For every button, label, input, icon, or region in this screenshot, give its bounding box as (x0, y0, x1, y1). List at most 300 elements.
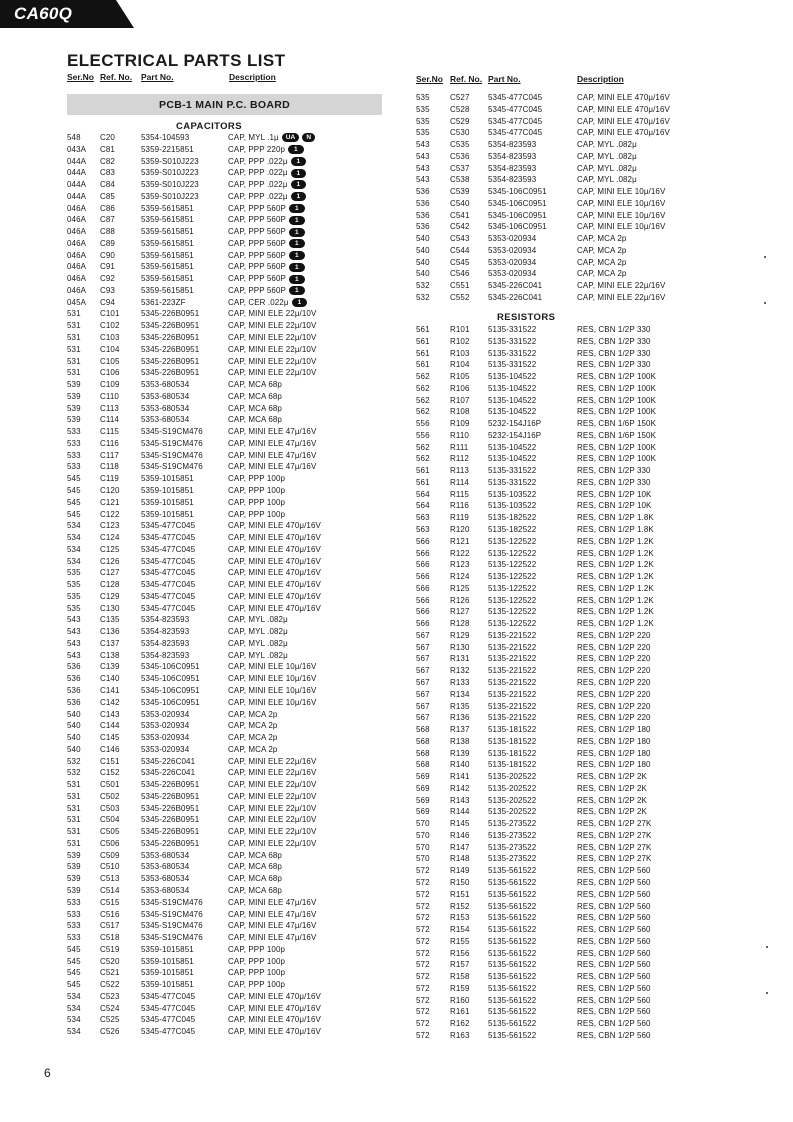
part-no-cell: 5345-106C0951 (488, 187, 547, 197)
ser-no-cell: 568 (416, 736, 430, 746)
ref-no-cell: R152 (450, 901, 470, 911)
ser-no-cell: 567 (416, 630, 430, 640)
description-cell: CAP, MINI ELE 47μ/16V (228, 933, 317, 943)
description-cell: CAP, MINI ELE 470μ/16V (228, 544, 321, 554)
ref-no-cell: C523 (100, 991, 120, 1001)
ref-no-cell: C525 (100, 1015, 120, 1025)
ref-no-cell: C140 (100, 674, 120, 684)
description-cell: RES, CBN 1/2P 560 (577, 960, 651, 970)
part-no-cell: 5345-226B0951 (141, 333, 200, 343)
part-no-cell: 5345-226C041 (488, 281, 543, 291)
part-no-cell: 5354-823593 (141, 627, 190, 637)
description-cell: RES, CBN 1/2P 10K (577, 501, 652, 511)
ref-no-cell: C146 (100, 744, 120, 754)
ser-no-cell: 534 (67, 1003, 81, 1013)
table-row (416, 583, 696, 595)
ref-no-cell: C544 (450, 245, 470, 255)
description-cell: RES, CBN 1/2P 1.8K (577, 513, 654, 523)
ser-no-cell: 532 (416, 281, 430, 291)
table-row (416, 689, 696, 701)
part-no-cell: 5345-106C0951 (141, 662, 200, 672)
part-no-cell: 5345-226C041 (141, 756, 196, 766)
part-no-cell: 5345-226B0951 (141, 344, 200, 354)
table-row (416, 233, 696, 245)
ref-no-cell: R106 (450, 383, 470, 393)
table-row (416, 865, 696, 877)
ref-no-cell: C513 (100, 874, 120, 884)
part-no-cell: 5345-226B0951 (141, 780, 200, 790)
table-row (67, 308, 387, 320)
table-row (416, 406, 696, 418)
description-cell: CAP, PPP 220p 1 (228, 144, 304, 156)
part-no-cell: 5345-106C0951 (141, 697, 200, 707)
description-cell: CAP, MINI ELE 10μ/16V (228, 685, 317, 695)
description-cell: CAP, MYL .082μ (228, 638, 288, 648)
ref-no-cell: C546 (450, 269, 470, 279)
part-no-cell: 5353-680534 (141, 874, 190, 884)
ser-no-cell: 556 (416, 430, 430, 440)
description-cell: CAP, MINI ELE 470μ/16V (228, 991, 321, 1001)
ser-no-cell: 535 (416, 116, 430, 126)
part-no-cell: 5354-823593 (488, 163, 537, 173)
part-no-cell: 5345-226B0951 (141, 356, 200, 366)
table-row (67, 426, 387, 438)
ser-no-cell: 540 (416, 257, 430, 267)
ser-no-cell: 572 (416, 877, 430, 887)
ser-no-cell: 563 (416, 513, 430, 523)
right-capacitor-list (416, 92, 696, 304)
ser-no-cell: 562 (416, 454, 430, 464)
table-row (67, 626, 387, 638)
ser-no-cell: 536 (416, 198, 430, 208)
ser-no-cell: 543 (416, 140, 430, 150)
description-cell: CAP, MCA 68p (228, 850, 282, 860)
table-row (416, 92, 696, 104)
ser-no-cell: 531 (67, 815, 81, 825)
description-cell: CAP, PPP .022μ 1 (228, 179, 306, 191)
ref-no-cell: C114 (100, 415, 119, 425)
description-cell: CAP, PPP 100p (228, 968, 286, 978)
description-cell: CAP, MINI ELE 22μ/10V (228, 321, 317, 331)
ref-no-cell: C515 (100, 897, 120, 907)
part-no-cell: 5135-104522 (488, 407, 537, 417)
table-row (67, 956, 387, 968)
ref-no-cell: C151 (100, 756, 120, 766)
ser-no-cell: 531 (67, 780, 81, 790)
part-no-cell: 5345-226B0951 (141, 791, 200, 801)
description-cell: RES, CBN 1/2P 560 (577, 889, 651, 899)
ser-no-cell: 046A (67, 215, 87, 225)
table-row (416, 571, 696, 583)
part-no-cell: 5361-223ZF (141, 297, 186, 307)
ser-no-cell: 568 (416, 760, 430, 770)
market-badge: 1 (291, 180, 307, 189)
part-no-cell: 5135-181522 (488, 725, 537, 735)
ref-no-cell: R141 (450, 772, 470, 782)
ref-no-cell: R130 (450, 642, 470, 652)
table-row (67, 1014, 387, 1026)
ser-no-cell: 534 (67, 1027, 81, 1037)
ref-no-cell: R124 (450, 572, 470, 582)
table-row (67, 273, 387, 285)
table-row (416, 418, 696, 430)
ser-no-cell: 570 (416, 830, 430, 840)
ref-no-cell: R160 (450, 995, 470, 1005)
table-row (67, 826, 387, 838)
table-row (416, 336, 696, 348)
ref-no-cell: C142 (100, 697, 120, 707)
table-row (67, 803, 387, 815)
part-no-cell: 5135-122522 (488, 548, 537, 558)
table-row (67, 638, 387, 650)
table-row (416, 889, 696, 901)
description-cell: RES, CBN 1/2P 27K (577, 854, 652, 864)
ref-no-cell: C502 (100, 791, 120, 801)
part-no-cell: 5345-S19CM476 (141, 921, 203, 931)
ser-no-cell: 570 (416, 854, 430, 864)
market-badge: 1 (289, 239, 305, 248)
part-no-cell: 5359-5615851 (141, 262, 194, 272)
ref-no-cell: R128 (450, 619, 470, 629)
ref-no-cell: C542 (450, 222, 470, 232)
description-cell: CAP, PPP 100p (228, 509, 286, 519)
table-row (416, 759, 696, 771)
ref-no-cell: C504 (100, 815, 120, 825)
description-cell: CAP, MINI ELE 10μ/16V (228, 697, 317, 707)
table-row (67, 203, 387, 215)
description-cell: RES, CBN 1/2P 100K (577, 454, 657, 464)
ref-no-cell: R126 (450, 595, 470, 605)
ser-no-cell: 533 (67, 427, 81, 437)
part-no-cell: 5135-561522 (488, 866, 537, 876)
ser-no-cell: 572 (416, 889, 430, 899)
header-part-no-left: Part No. (141, 72, 174, 82)
ref-no-cell: R109 (450, 419, 470, 429)
table-row (416, 853, 696, 865)
part-no-cell: 5345-226B0951 (141, 827, 200, 837)
ref-no-cell: R119 (450, 513, 469, 523)
table-row (67, 838, 387, 850)
ser-no-cell: 539 (67, 874, 81, 884)
part-no-cell: 5359-1015851 (141, 980, 194, 990)
ref-no-cell: C115 (100, 427, 119, 437)
ref-no-cell: R162 (450, 1019, 470, 1029)
description-cell: CAP, MINI ELE 22μ/10V (228, 356, 317, 366)
ser-no-cell: 535 (416, 104, 430, 114)
description-cell: RES, CBN 1/2P 560 (577, 877, 651, 887)
description-cell: CAP, PPP 560P 1 (228, 214, 305, 226)
ref-no-cell: R158 (450, 972, 470, 982)
ref-no-cell: C120 (100, 485, 120, 495)
ref-no-cell: R105 (450, 372, 470, 382)
ref-no-cell: C521 (100, 968, 120, 978)
description-cell: RES, CBN 1/2P 1.2K (577, 583, 654, 593)
header-description-left: Description (229, 72, 276, 82)
part-no-cell: 5135-104522 (488, 395, 537, 405)
ref-no-cell: R151 (450, 889, 470, 899)
ser-no-cell: 533 (67, 897, 81, 907)
part-no-cell: 5354-823593 (488, 175, 537, 185)
table-row (67, 1003, 387, 1015)
ref-no-cell: C128 (100, 580, 120, 590)
ref-no-cell: C509 (100, 850, 120, 860)
table-row (416, 280, 696, 292)
table-row (416, 924, 696, 936)
ref-no-cell: R159 (450, 983, 470, 993)
ref-no-cell: R129 (450, 630, 470, 640)
ser-no-cell: 564 (416, 501, 430, 511)
description-cell: CAP, MINI ELE 22μ/10V (228, 827, 317, 837)
part-no-cell: 5135-561522 (488, 960, 537, 970)
part-no-cell: 5345-106C0951 (488, 210, 547, 220)
table-row (416, 292, 696, 304)
ser-no-cell: 572 (416, 1007, 430, 1017)
part-no-cell: 5345-226C041 (488, 293, 543, 303)
table-row (416, 186, 696, 198)
ref-no-cell: R113 (450, 466, 469, 476)
left-parts-list (67, 132, 387, 1038)
table-row (67, 332, 387, 344)
ser-no-cell: 531 (67, 368, 81, 378)
description-cell: RES, CBN 1/2P 560 (577, 948, 651, 958)
table-row (67, 379, 387, 391)
table-row (416, 430, 696, 442)
market-badge: 1 (289, 263, 305, 272)
description-cell: CAP, MINI ELE 47μ/16V (228, 897, 317, 907)
part-no-cell: 5353-680534 (141, 862, 190, 872)
ser-no-cell: 570 (416, 819, 430, 829)
part-no-cell: 5345-477C045 (141, 591, 196, 601)
part-no-cell: 5135-221522 (488, 630, 537, 640)
description-cell: CAP, MINI ELE 47μ/16V (228, 921, 317, 931)
ser-no-cell: 545 (67, 509, 81, 519)
part-no-cell: 5135-122522 (488, 560, 537, 570)
market-badge: 1 (289, 204, 305, 213)
table-row (416, 221, 696, 233)
part-no-cell: 5359-1015851 (141, 968, 194, 978)
ref-no-cell: R147 (450, 842, 470, 852)
part-no-cell: 5135-181522 (488, 736, 537, 746)
scan-speck (766, 946, 768, 948)
description-cell: RES, CBN 1/2P 330 (577, 466, 651, 476)
ref-no-cell: R131 (450, 654, 470, 664)
description-cell: CAP, PPP 560P 1 (228, 261, 305, 273)
table-row (416, 606, 696, 618)
description-cell: CAP, MINI ELE 22μ/10V (228, 368, 317, 378)
description-cell: CAP, MINI ELE 470μ/16V (228, 1027, 321, 1037)
part-no-cell: 5345-S19CM476 (141, 450, 203, 460)
part-no-cell: 5359-1015851 (141, 944, 194, 954)
header-ref-no-left: Ref. No. (100, 72, 133, 82)
ref-no-cell: C139 (100, 662, 120, 672)
description-cell: CAP, MINI ELE 22μ/10V (228, 791, 317, 801)
table-row (416, 500, 696, 512)
part-no-cell: 5353-020934 (141, 744, 190, 754)
ser-no-cell: 543 (416, 175, 430, 185)
part-no-cell: 5135-122522 (488, 572, 537, 582)
ser-no-cell: 562 (416, 372, 430, 382)
description-cell: CAP, MINI ELE 22μ/10V (228, 344, 317, 354)
ref-no-cell: C538 (450, 175, 470, 185)
ser-no-cell: 561 (416, 348, 430, 358)
ref-no-cell: C517 (100, 921, 120, 931)
description-cell: CAP, MYL .1μ UA N (228, 132, 315, 144)
ref-no-cell: C528 (450, 104, 470, 114)
description-cell: CAP, MINI ELE 22μ/10V (228, 780, 317, 790)
description-cell: CAP, MINI ELE 10μ/16V (577, 222, 666, 232)
part-no-cell: 5353-680534 (141, 391, 190, 401)
description-cell: CAP, MINI ELE 47μ/16V (228, 427, 317, 437)
part-no-cell: 5345-477C045 (141, 1003, 196, 1013)
part-no-cell: 5359-1015851 (141, 485, 194, 495)
description-cell: RES, CBN 1/2P 1.2K (577, 595, 654, 605)
description-cell: CAP, MINI ELE 22μ/10V (228, 838, 317, 848)
ser-no-cell: 046A (67, 250, 87, 260)
part-no-cell: 5135-202522 (488, 807, 537, 817)
table-row (67, 556, 387, 568)
description-cell: CAP, PPP 560P 1 (228, 273, 305, 285)
part-no-cell: 5353-020934 (488, 234, 537, 244)
description-cell: CAP, MINI ELE 470μ/16V (228, 568, 321, 578)
description-cell: RES, CBN 1/2P 560 (577, 913, 651, 923)
page-number: 6 (44, 1066, 51, 1080)
part-no-cell: 5345-477C045 (141, 580, 196, 590)
market-badge: 1 (289, 251, 305, 260)
ref-no-cell: C518 (100, 933, 120, 943)
ref-no-cell: R108 (450, 407, 470, 417)
ser-no-cell: 533 (67, 462, 81, 472)
description-cell: RES, CBN 1/2P 27K (577, 830, 652, 840)
ref-no-cell: C125 (100, 544, 120, 554)
description-cell: CAP, MCA 68p (228, 862, 282, 872)
table-row (416, 830, 696, 842)
ser-no-cell: 572 (416, 995, 430, 1005)
ref-no-cell: C81 (100, 144, 115, 154)
table-row (416, 524, 696, 536)
ser-no-cell: 532 (67, 768, 81, 778)
part-no-cell: 5135-561522 (488, 889, 537, 899)
ref-no-cell: C143 (100, 709, 120, 719)
ref-no-cell: R102 (450, 336, 470, 346)
part-no-cell: 5345-477C045 (141, 1027, 196, 1037)
description-cell: CAP, MINI ELE 22μ/16V (577, 293, 666, 303)
part-no-cell: 5345-477C045 (141, 991, 196, 1001)
ser-no-cell: 569 (416, 772, 430, 782)
part-no-cell: 5353-680534 (141, 886, 190, 895)
ser-no-cell: 535 (67, 580, 81, 590)
table-row (67, 144, 387, 156)
table-row (416, 771, 696, 783)
ser-no-cell: 534 (67, 544, 81, 554)
table-row (67, 673, 387, 685)
description-cell: RES, CBN 1/2P 1.2K (577, 572, 654, 582)
description-cell: CAP, PPP 100p (228, 485, 286, 495)
description-cell: CAP, PPP 100p (228, 956, 286, 966)
ser-no-cell: 539 (67, 380, 81, 390)
ser-no-cell: 567 (416, 677, 430, 687)
part-no-cell: 5135-331522 (488, 336, 537, 346)
ref-no-cell: C536 (450, 151, 470, 161)
ser-no-cell: 535 (67, 568, 81, 578)
ser-no-cell: 044A (67, 180, 87, 190)
ref-no-cell: C520 (100, 956, 120, 966)
ref-no-cell: C539 (450, 187, 470, 197)
ser-no-cell: 540 (67, 709, 81, 719)
part-no-cell: 5345-S19CM476 (141, 933, 203, 943)
part-no-cell: 5135-221522 (488, 666, 537, 676)
description-cell: RES, CBN 1/2P 220 (577, 666, 651, 676)
ser-no-cell: 561 (416, 325, 430, 334)
table-row (416, 453, 696, 465)
ref-no-cell: C90 (100, 250, 115, 260)
ref-no-cell: C101 (100, 309, 120, 319)
ser-no-cell: 562 (416, 442, 430, 452)
ref-no-cell: C102 (100, 321, 120, 331)
table-row (67, 720, 387, 732)
description-cell: RES, CBN 1/2P 560 (577, 901, 651, 911)
ser-no-cell: 046A (67, 274, 87, 284)
table-row (67, 344, 387, 356)
ref-no-cell: C144 (100, 721, 120, 731)
ser-no-cell: 566 (416, 607, 430, 617)
part-no-cell: 5135-122522 (488, 619, 537, 629)
ref-no-cell: C506 (100, 838, 120, 848)
table-row (416, 736, 696, 748)
description-cell: CAP, MINI ELE 470μ/16V (228, 521, 321, 531)
description-cell: CAP, MYL .082μ (577, 140, 637, 150)
ref-no-cell: C138 (100, 650, 120, 660)
description-cell: RES, CBN 1/2P 220 (577, 677, 651, 687)
description-cell: RES, CBN 1/2P 560 (577, 995, 651, 1005)
ref-no-cell: C86 (100, 203, 115, 213)
part-no-cell: 5135-561522 (488, 877, 537, 887)
table-row (416, 324, 696, 336)
description-cell: RES, CBN 1/2P 220 (577, 713, 651, 723)
part-no-cell: 5135-104522 (488, 383, 537, 393)
ref-no-cell: R115 (450, 489, 469, 499)
ref-no-cell: R146 (450, 830, 470, 840)
part-no-cell: 5135-221522 (488, 689, 537, 699)
part-no-cell: 5135-221522 (488, 677, 537, 687)
part-no-cell: 5345-S19CM476 (141, 438, 203, 448)
part-no-cell: 5345-S19CM476 (141, 427, 203, 437)
ser-no-cell: 567 (416, 666, 430, 676)
table-row (416, 104, 696, 116)
part-no-cell: 5345-477C045 (488, 93, 543, 102)
description-cell: CAP, MINI ELE 470μ/16V (577, 116, 670, 126)
table-row (67, 261, 387, 273)
ser-no-cell: 572 (416, 901, 430, 911)
ref-no-cell: C85 (100, 191, 115, 201)
ref-no-cell: R122 (450, 548, 470, 558)
table-row (67, 179, 387, 191)
part-no-cell: 5353-020934 (488, 257, 537, 267)
table-row (416, 359, 696, 371)
ref-no-cell: C94 (100, 297, 115, 307)
ser-no-cell: 564 (416, 489, 430, 499)
ser-no-cell: 540 (416, 245, 430, 255)
part-no-cell: 5353-680534 (141, 850, 190, 860)
part-no-cell: 5135-331522 (488, 348, 537, 358)
table-row (67, 614, 387, 626)
description-cell: RES, CBN 1/6P 150K (577, 419, 657, 429)
ref-no-cell: C127 (100, 568, 120, 578)
description-cell: CAP, CER .022μ 1 (228, 297, 307, 309)
description-cell: CAP, MINI ELE 470μ/16V (577, 104, 670, 114)
model-name: CA60Q (14, 4, 73, 23)
part-no-cell: 5135-561522 (488, 948, 537, 958)
ser-no-cell: 532 (416, 293, 430, 303)
